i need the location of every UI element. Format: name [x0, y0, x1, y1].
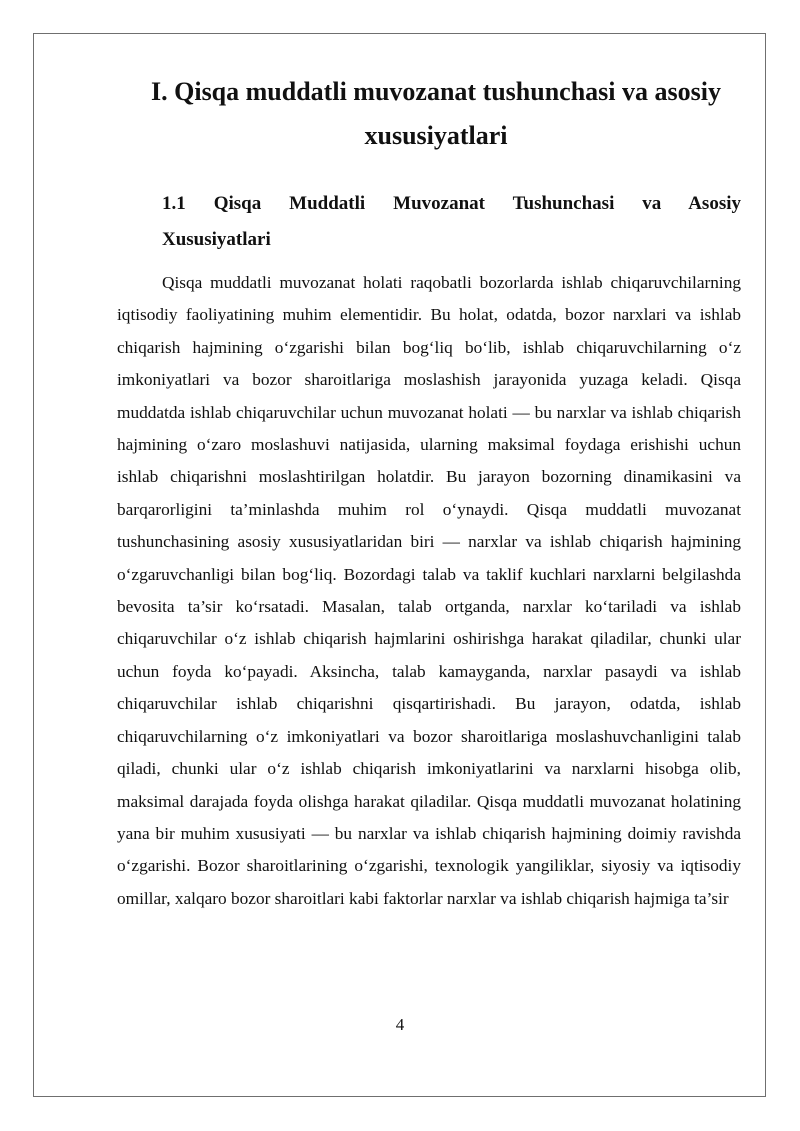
chapter-title: I. Qisqa muddatli muvozanat tushunchasi va asosiy xususiyatlari — [151, 77, 721, 150]
body-paragraph: Qisqa muddatli muvozanat holati raqobatli bozorlarda ishlab chiqaruvchilarning iqtisodiy faoliyatining muhim elementidir. Bu holat, odatda, bozor narxlari va ishlab chiqarish hajmining o‘zgarishi bilan bog‘liq bo‘lib, ishlab chiqaruvchilarning o‘z imkoniyatlari va bozor sharoitlariga moslashish jarayonida yuzaga keladi. Qisqa muddatda ishlab chiqaruvchilar uchun muvozanat holati — bu narxlar va ishlab chiqarish hajmining o‘zaro moslashuvi natijasida, ularning maksimal foydaga erishishi uchun ishlab chiqarishni moslashtirilgan holatdir. Bu jarayon bozorning dinamikasini va barqarorligini ta’minlashda muhim rol o‘ynaydi. Qisqa muddatli muvozanat tushunchasining asosiy xususiyatlaridan biri — narxlar va ishlab chiqarish hajmining o‘zgaruvchanligi bilan bog‘liq. Bozordagi talab va taklif kuchlari narxlarni belgilashda bevosita ta’sir ko‘rsatadi. Masalan, talab ortganda, narxlar ko‘tariladi va ishlab chiqaruvchilar o‘z ishlab chiqarish hajmlarini oshirishga harakat qiladilar, chunki ular uchun foyda ko‘payadi. Aksincha, talab kamayganda, narxlar pasaydi va ishlab chiqaruvchilar ishlab chiqarishni qisqartirishadi. Bu jarayon, odatda, ishlab chiqaruvchilarning o‘z imkoniyatlari va bozor sharoitlariga moslashuvchanligini talab qiladi, chunki ular o‘z ishlab chiqarish imkoniyatlarini va narxlarni hisobga olib, maksimal darajada foyda olishga harakat qiladilar. Qisqa muddatli muvozanat holatining yana bir muhim xususiyati — bu narxlar va ishlab chiqarish hajmining doimiy ravishda o‘zgarishi. Bozor sharoitlarining o‘zgarishi, texnologik yangiliklar, siyosiy va iqtisodiy omillar, xalqaro bozor sharoitlari kabi faktorlar narxlar va ishlab chiqarish hajmiga ta’sir — [117, 273, 741, 908]
page-content — [117, 70, 741, 915]
section-title: 1.1 Qisqa Muddatli Muvozanat Tushunchasi va Asosiy Xususiyatlari — [162, 193, 741, 250]
page-number: 4 — [395, 1015, 405, 1034]
